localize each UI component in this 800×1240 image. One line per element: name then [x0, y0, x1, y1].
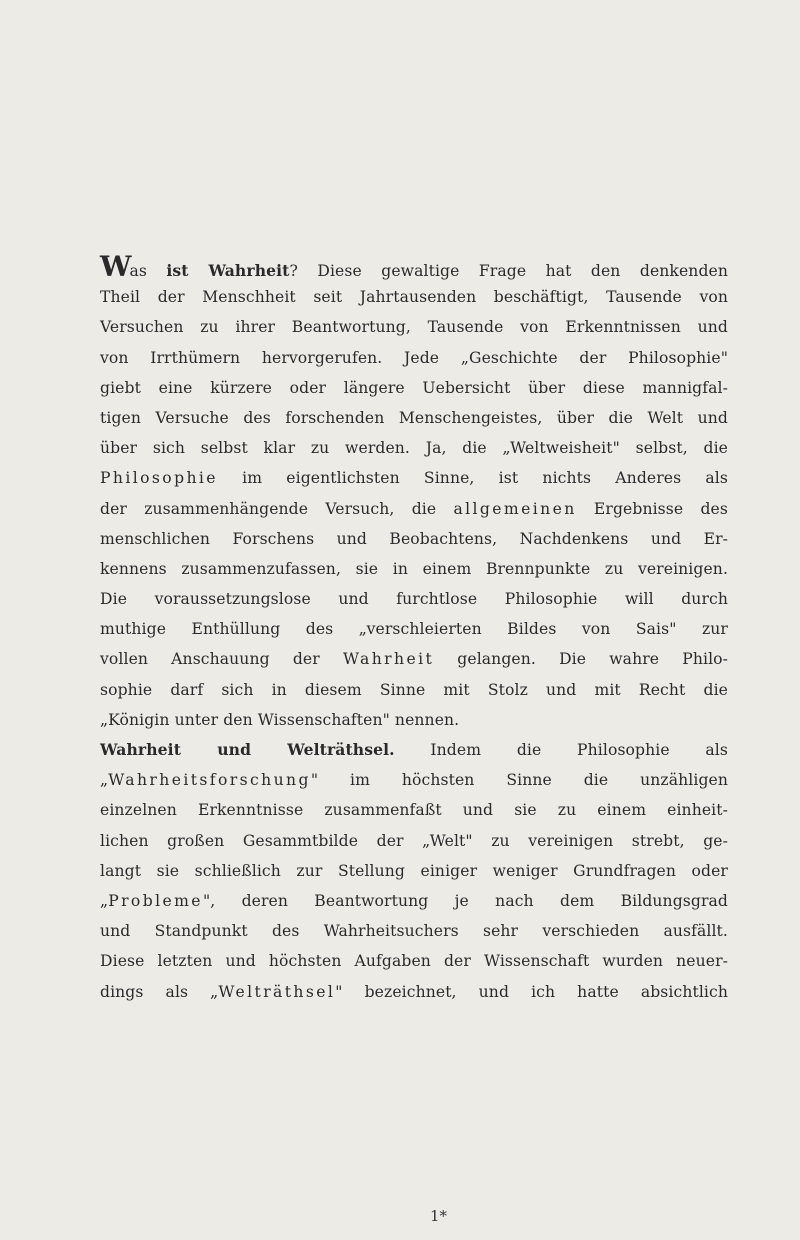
text-line — [100, 252, 728, 282]
text-line — [100, 856, 728, 886]
text-run: ", deren Beantwortung je nach dem Bildungsgrad — [202, 891, 728, 910]
emphasized-word: allgemeinen — [453, 499, 577, 518]
text-run: lichen großen Gesammtbilde der „Welt" zu vereinigen strebt, ge- — [100, 831, 728, 850]
page-signature: 1* — [430, 1207, 448, 1225]
text-line — [100, 886, 728, 916]
text-line — [100, 403, 728, 433]
text-run: vollen Anschauung der — [100, 650, 343, 669]
text-run: " im höchsten Sinne die unzähligen — [310, 771, 728, 790]
text-run: muthige Enthüllung des „verschleierten Bildes von Sais" zur — [100, 620, 728, 639]
text-run: der zusammenhängende Versuch, die — [100, 499, 454, 518]
text-line — [100, 584, 728, 614]
text-run: dings als „ — [100, 982, 219, 1001]
text-line — [100, 614, 728, 644]
text-run: im eigentlichsten Sinne, ist nichts Anderes als — [217, 469, 728, 488]
text-line — [100, 494, 728, 524]
text-run: Die voraussetzungslose und furchtlose Philosophie will durch — [100, 590, 728, 609]
text-line — [100, 433, 728, 463]
emphasized-word: Probleme — [108, 891, 203, 910]
text-line — [100, 554, 728, 584]
bold-phrase: Wahrheit und Welträthsel. — [100, 740, 395, 759]
text-line — [100, 524, 728, 554]
bold-phrase: ist Wahrheit — [166, 261, 290, 280]
text-run: „ — [100, 771, 109, 790]
text-run: Indem die Philosophie als — [394, 741, 728, 759]
text-run: über sich selbst klar zu werden. Ja, die „Weltweisheit" selbst, die — [100, 439, 728, 458]
text-run: von Irrthümern hervorgerufen. Jede „Geschichte der Philosophie" — [100, 348, 728, 367]
text-line — [100, 946, 728, 976]
emphasized-word: Philosophie — [100, 469, 218, 488]
text-line — [100, 826, 728, 856]
emphasized-word: Wahrheit — [342, 650, 435, 669]
text-run: " bezeichnet, und ich hatte absichtlich — [335, 982, 728, 1001]
text-run: Ergebnisse des — [576, 499, 728, 518]
text-run: gelangen. Die wahre Philo- — [434, 650, 729, 669]
text-run: einzelnen Erkenntnisse zusammenfaßt und sie zu einem einheit- — [100, 801, 728, 820]
text-run: „ — [100, 891, 109, 910]
text-run: ? Diese gewaltige Frage hat den denkenden — [289, 262, 729, 280]
text-line — [100, 765, 728, 795]
text-line — [100, 312, 728, 342]
text-line — [100, 373, 728, 403]
text-line — [100, 795, 728, 825]
emphasized-word: Welträthsel — [218, 982, 336, 1001]
text-line — [100, 735, 728, 765]
text-run: sophie darf sich in diesem Sinne mit Stolz und mit Recht die — [100, 680, 728, 699]
text-line — [100, 282, 728, 312]
text-run: und Standpunkt des Wahrheitsuchers sehr verschieden ausfällt. — [100, 922, 728, 941]
text-run: langt sie schließlich zur Stellung einiger weniger Grundfragen oder — [100, 861, 728, 880]
text-run: menschlichen Forschens und Beobachtens, Nachdenkens und Er- — [100, 529, 728, 548]
text-run: Theil der Menschheit seit Jahrtausenden beschäftigt, Tausende von — [100, 288, 728, 307]
text-line — [100, 644, 728, 674]
text-line — [100, 705, 728, 735]
text-line — [100, 343, 728, 373]
text-run: Versuchen zu ihrer Beantwortung, Tausende von Erkenntnissen und — [100, 318, 728, 337]
text-line — [100, 463, 728, 493]
drop-capital: W — [100, 250, 130, 283]
text-run: giebt eine kürzere oder längere Uebersicht über diese mannigfal- — [100, 378, 728, 397]
body-text — [100, 252, 728, 1007]
text-line — [100, 675, 728, 705]
text-run: as — [129, 262, 167, 280]
text-run: „Königin unter den Wissenschaften" nennen. — [100, 710, 460, 729]
text-run: kennens zusammenzufassen, sie in einem Brennpunkte zu vereinigen. — [100, 559, 728, 578]
text-run: tigen Versuche des forschenden Menschengeistes, über die Welt und — [100, 408, 728, 427]
text-run: Diese letzten und höchsten Aufgaben der Wissenschaft wurden neuer- — [100, 952, 728, 971]
text-line — [100, 916, 728, 946]
text-line — [100, 977, 728, 1007]
emphasized-word: Wahrheitsforschung — [108, 771, 311, 790]
